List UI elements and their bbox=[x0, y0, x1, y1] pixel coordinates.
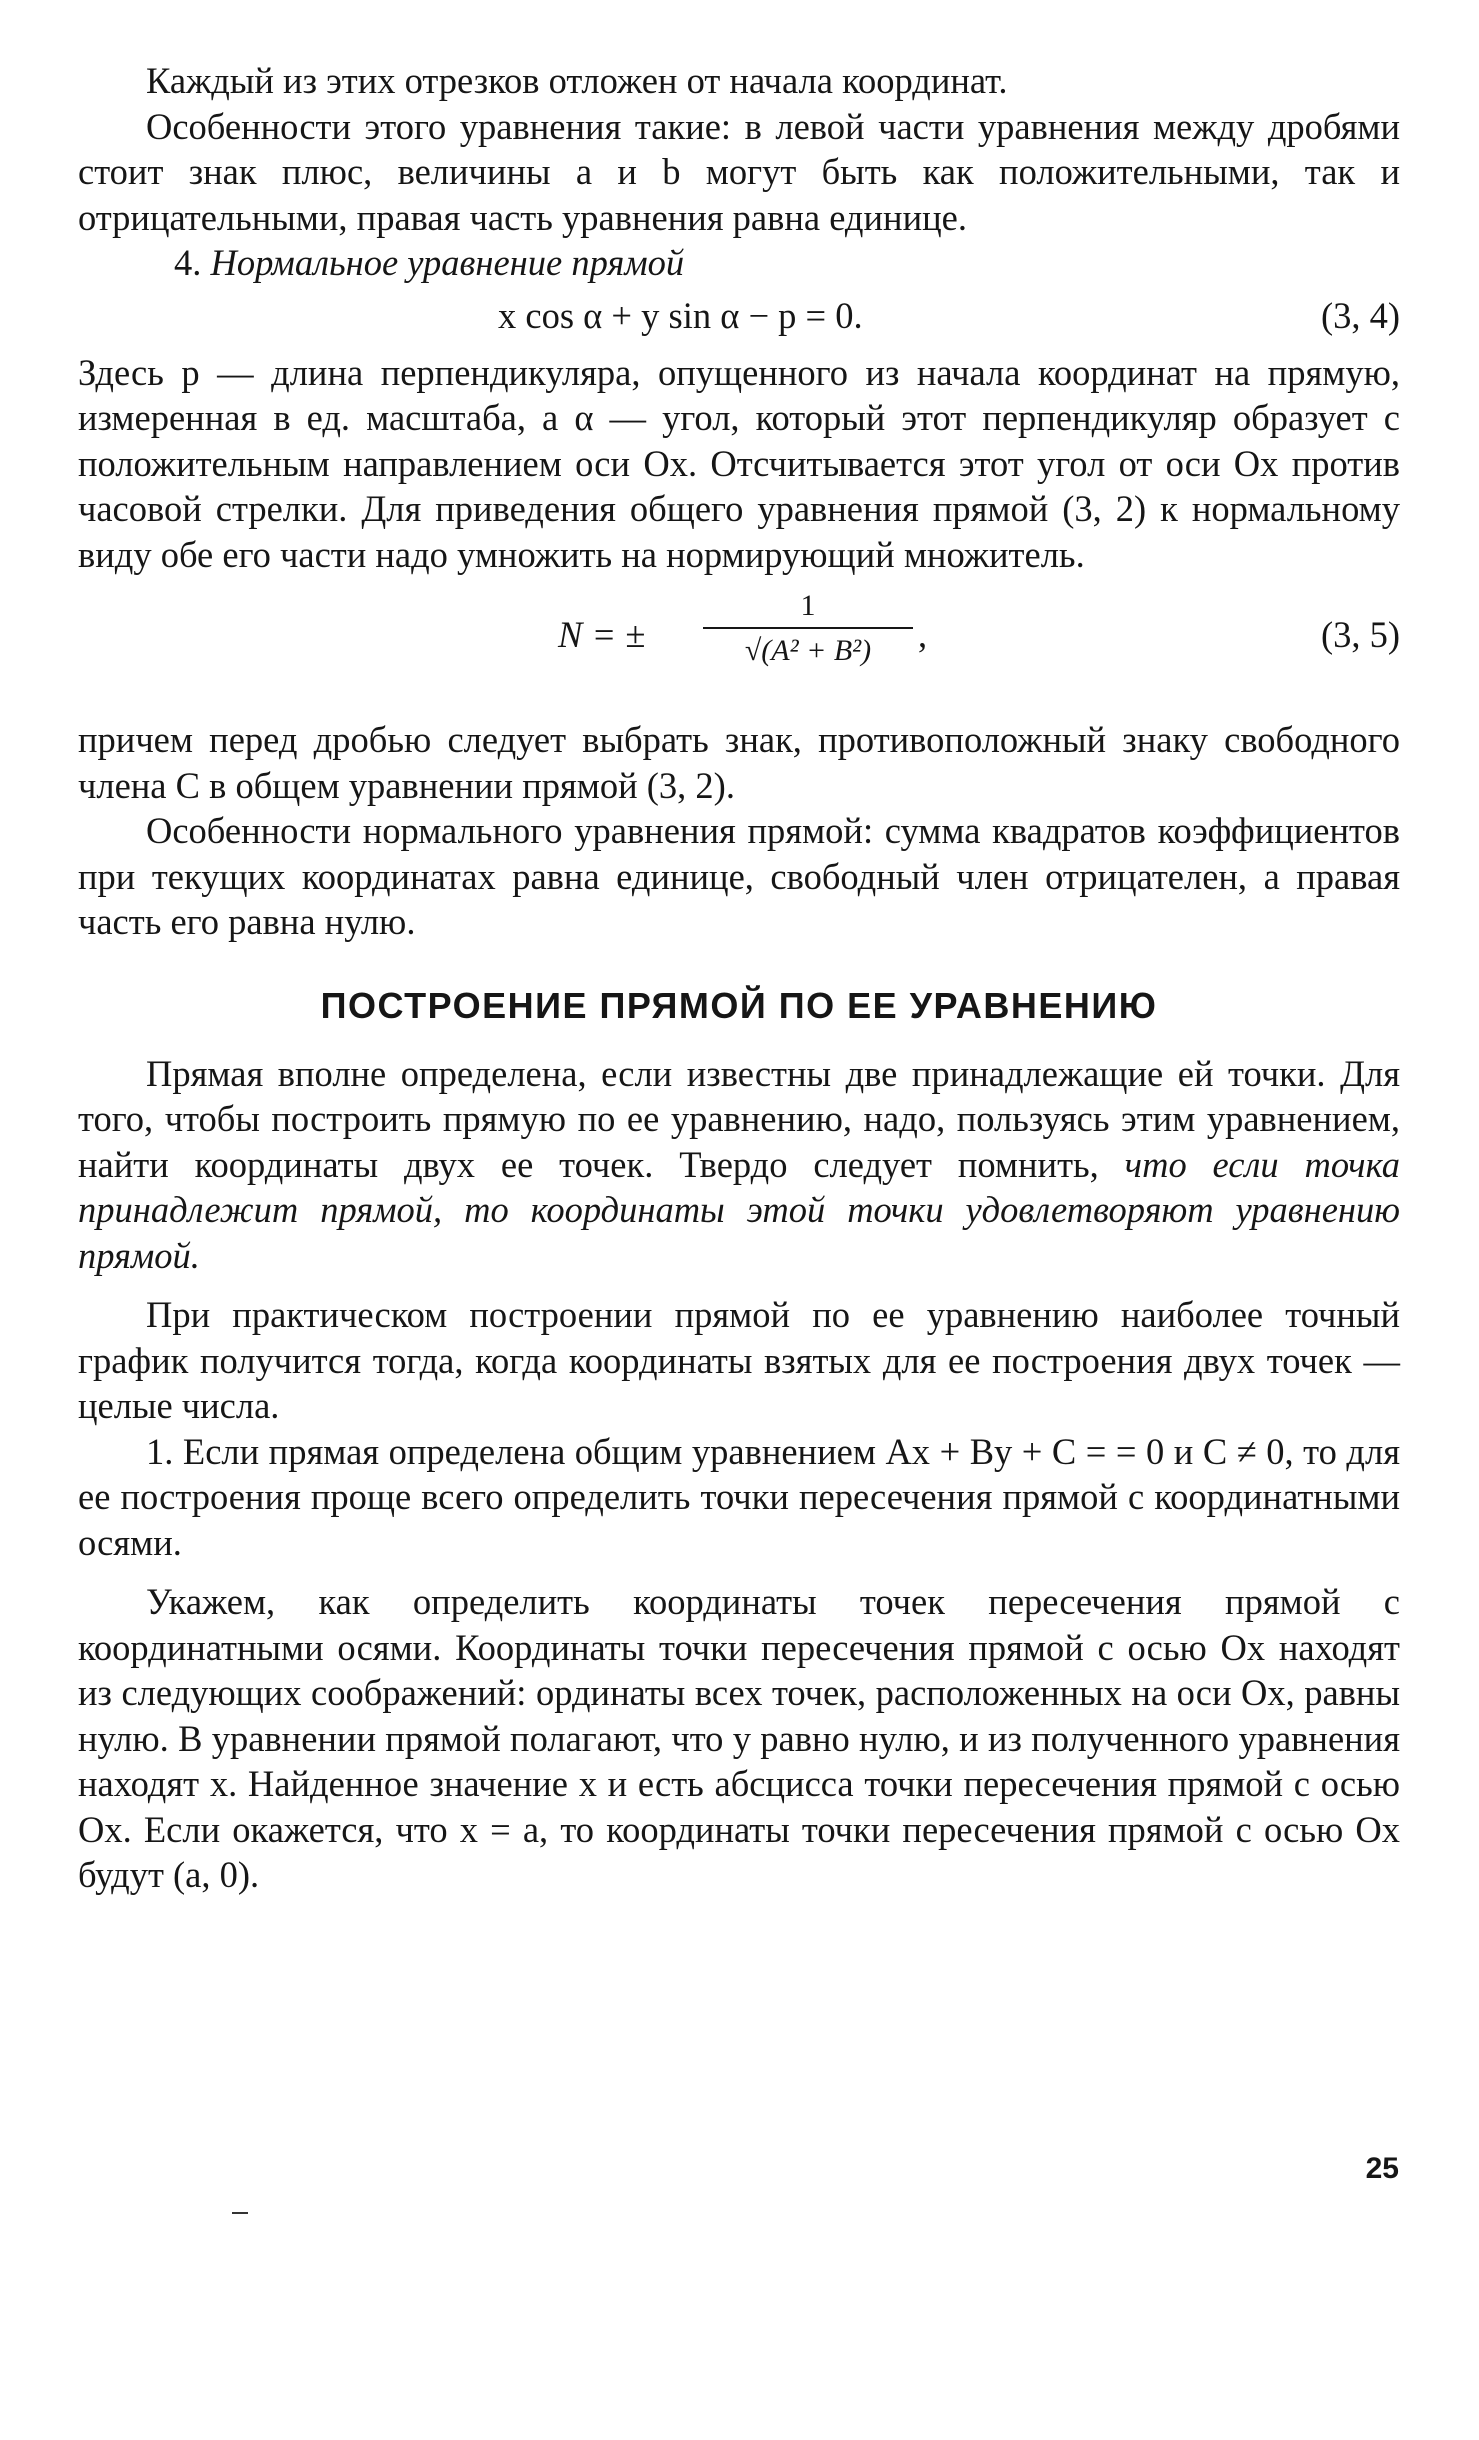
paragraph-two-points-emphasis: что если точка принадлежит прямой, то координаты этой точки удовлетворяют уравнению прямой. bbox=[78, 1143, 1400, 1276]
fraction-bar bbox=[703, 627, 913, 629]
formula-3-5-lhs: N = ± bbox=[558, 614, 646, 655]
formula-3-5 bbox=[78, 577, 1400, 717]
page-body bbox=[78, 58, 1400, 1898]
section-heading: ПОСТРОЕНИЕ ПРЯМОЙ ПО ЕЕ УРАВНЕНИЮ bbox=[320, 984, 1158, 1026]
stray-mark bbox=[232, 2212, 248, 2214]
paragraph-two-points bbox=[78, 1051, 1400, 1279]
formula-3-5-fraction bbox=[703, 589, 913, 669]
item-4-heading bbox=[78, 240, 1400, 286]
fraction-denominator: √(A² + B²) bbox=[744, 634, 872, 667]
formula-3-4 bbox=[78, 286, 1400, 350]
paragraph-intersections: Укажем, как определить координаты точек пересечения прямой с координатными осями. Координаты точки пересечения прямой с осью Ox находят из следующих соображений: ординаты всех точек, расположенных на оси Ox, равны нулю. В уравнении прямой полагают, что y равно нулю, и из полученного уравнения находят x. Найденное значение x и есть абсцисса точки пересечения прямой с осью Ox. Если окажется, что x = a, то координаты точки пересечения прямой с осью Ox будут (a, 0). bbox=[78, 1581, 1400, 1895]
paragraph-two-points-text: Прямая вполне определена, если известны две принадлежащие ей точки. Для того, чтобы построить прямую по ее уравнению, надо, пользуясь этим уравнением, найти координаты двух ее точек. Твердо следует помнить, bbox=[78, 1052, 1400, 1185]
formula-3-5-comma: , bbox=[918, 614, 928, 655]
fraction-numerator: 1 bbox=[800, 589, 816, 622]
formula-3-4-expression: x cos α + y sin α − p = 0. bbox=[498, 294, 863, 336]
page-number: 25 bbox=[1365, 2152, 1399, 2185]
formula-3-5-number: (3, 5) bbox=[1320, 614, 1400, 655]
paragraph-practical: При практическом построении прямой по ее уравнению наиболее точный график получится тогда, когда координаты взятых для ее построения двух точек — целые числа. bbox=[78, 1294, 1400, 1426]
paragraph-sign-rule: причем перед дробью следует выбрать знак, противоположный знаку свободного члена C в общем уравнении прямой (3, 2). bbox=[78, 719, 1400, 806]
paragraph-explanation: Здесь p — длина перпендикуляра, опущенного из начала координат на прямую, измеренная в ед. масштаба, а α — угол, который этот перпендикуляр образует с положительным направлением оси Ox. Отсчитывается этот угол от оси Ox против часовой стрелки. Для приведения общего уравнения прямой (3, 2) к нормальному виду обе его части надо умножить на нормирующий множитель. bbox=[78, 351, 1400, 575]
paragraph-normal-features: Особенности нормального уравнения прямой: сумма квадратов коэффициентов при текущих координатах равна единице, свободный член отрицателен, а правая часть его равна нулю. bbox=[78, 810, 1400, 942]
paragraph-intro: Каждый из этих отрезков отложен от начала координат. bbox=[146, 60, 1008, 101]
paragraph-features: Особенности этого уравнения такие: в левой части уравнения между дробями стоит знак плюс, величины a и b могут быть как положительными, так и отрицательными, правая часть уравнения равна единице. bbox=[78, 105, 1400, 238]
spacer bbox=[78, 1565, 1400, 1579]
paragraph-general-equation: 1. Если прямая определена общим уравнением Ax + By + C = = 0 и C ≠ 0, то для ее построения проще всего определить точки пересечения прямой с координатными осями. bbox=[78, 1430, 1400, 1563]
formula-3-4-number: (3, 4) bbox=[1320, 294, 1400, 336]
item-4-title: Нормальное уравнение прямой bbox=[210, 242, 685, 283]
item-4-number: 4. bbox=[174, 242, 202, 283]
spacer bbox=[78, 1278, 1400, 1292]
